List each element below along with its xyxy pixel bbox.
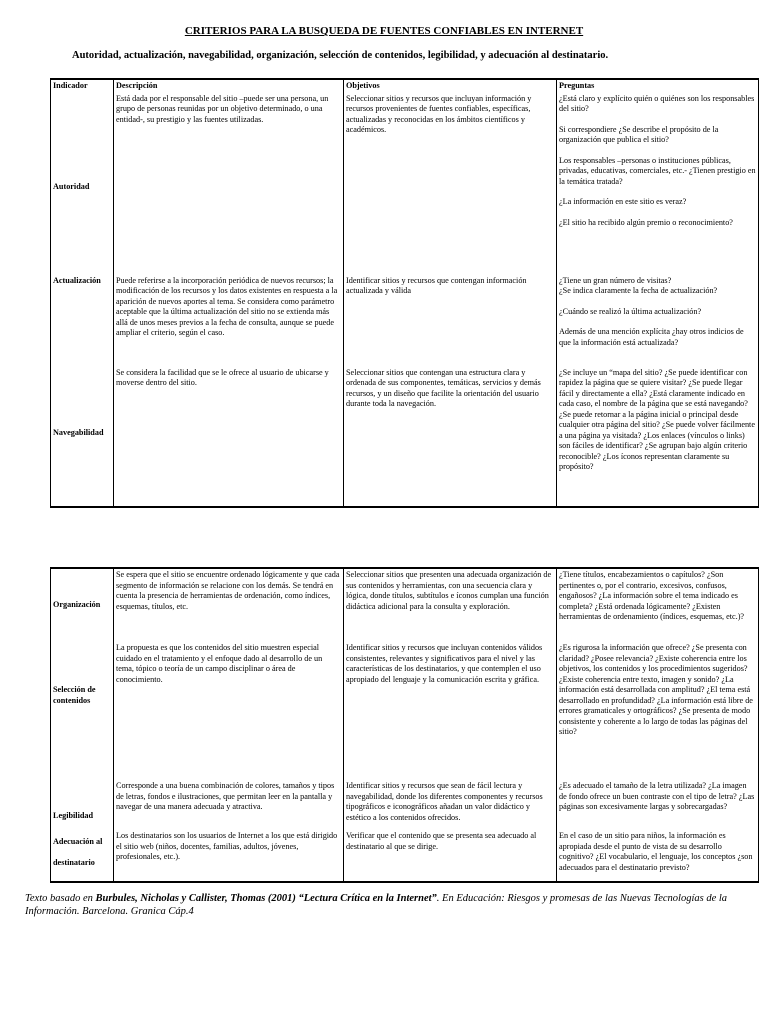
citation-authors: Burbules, Nicholas y Callister, Thomas (2001) “Lectura Crítica en la Internet” (95, 893, 437, 904)
questions-cell: ¿Se incluye un “mapa del sitio? ¿Se puede identificar con rapidez la página que se quiere visitar? ¿Se puede llegar fácil y directamente a ella? ¿Está claramente indicado en cada caso, el nombre de la página que se está navegando? ¿Se puede retornar a la página inicial o principal desde cualquier otra página del sitio? ¿Se puede volver fácilmente a una página ya visitada? ¿Los enlaces (vínculos o links) son fáciles de identificar? ¿Se agrupan bajo algún criterio reconocible? ¿Los íconos representan claramente su propósito? (557, 367, 759, 507)
description-cell: Puede referirse a la incorporación periódica de nuevos recursos; la modificación de los recursos y los datos existentes en respuesta a la aparición de nuevos aportes al tema. Se considera como parámetro aceptable que la última actualización del sitio no se extienda más allá de unos meses previos a la fecha de consulta, aunque se puede ampliar el criterio, según el caso. (114, 275, 344, 367)
indicator-navegabilidad: Navegabilidad (53, 427, 104, 437)
indicator-actualizacion: Actualización (51, 275, 114, 367)
citation-rest: . En Educación: Riesgos y promesas de las Nuevas Tecnologías de la Información. Barcelona. Granica Cáp.4 (25, 893, 728, 917)
criteria-table-2 (50, 567, 759, 883)
questions-cell (557, 93, 759, 275)
indicator-seleccion: Selección de contenidos (53, 685, 96, 705)
source-citation (25, 892, 760, 918)
question-text: ¿Cuándo se realizó la última actualización? (559, 306, 702, 316)
description-cell: Está dada por el responsable del sitio –puede ser una persona, un grupo de personas reunidas por un objetivo determinado, o una entidad-, su prestigio y las fuentes utilizadas. (114, 93, 344, 275)
objectives-cell: Seleccionar sitios que contengan una estructura clara y ordenada de sus componentes, temáticas, servicios y demás recursos, y un diseño que facilite la orientación del usuario durante toda la navegación. (344, 367, 557, 507)
objectives-cell: Seleccionar sitios que presenten una adecuada organización de sus contenidos y herramientas, con una secuencia clara y lógica, donde títulos, subtítulos e íconos cumplan una función didáctica adicional para la consulta y exploración. (344, 568, 557, 642)
objectives-cell: Seleccionar sitios y recursos que incluyan información y recursos provenientes de fuentes confiables, específicas, actualizadas y reconocidas en los ámbitos científicos y académicos. (344, 93, 557, 275)
table-row-actualizacion (51, 275, 759, 367)
indicator-autoridad: Autoridad (53, 181, 90, 191)
indicator-adecuacion-line2: destinatario (53, 857, 95, 867)
description-cell: Los destinatarios son los usuarios de Internet a los que está dirigido el sitio web (niños, docentes, familias, adultos, jóvenes, profesionales, etc.). (114, 830, 344, 882)
question-text: Los responsables –personas o instituciones públicas, privadas, educativas, comerciales, etc.- ¿Tienen prestigio en la temática tratada? (559, 155, 756, 186)
indicator-cell (51, 93, 114, 275)
document-title: CRITERIOS PARA LA BUSQUEDA DE FUENTES CONFIABLES EN INTERNET (184, 25, 584, 37)
objectives-cell: Identificar sitios y recursos que contengan información actualizada y válida (344, 275, 557, 367)
header-indicador: Indicador (51, 79, 114, 93)
table-row-adecuacion (51, 830, 759, 882)
description-cell: Se espera que el sitio se encuentre ordenado lógicamente y que cada segmento de información se relacione con los demás. Se tendrá en cuenta la presencia de herramientas de ordenación, como índices, esquemas, títulos, etc. (114, 568, 344, 642)
question-text: ¿Se indica claramente la fecha de actualización? (559, 286, 718, 295)
citation-prefix: Texto basado en (25, 893, 96, 904)
table-header-row (51, 79, 759, 93)
question-text: ¿Tiene un gran número de visitas? (559, 275, 672, 285)
objectives-cell: Verificar que el contenido que se presenta sea adecuado al destinatario al que se dirige. (344, 830, 557, 882)
objectives-cell: Identificar sitios y recursos que incluyan contenidos válidos consistentes, relevantes y significativos para el nivel y las características de los destinatarios, y que contemplen el uso apropiado del lenguaje y la comunicación escrita y gráfica. (344, 642, 557, 780)
question-text: ¿El sitio ha recibido algún premio o reconocimiento? (559, 217, 733, 227)
questions-cell: ¿Tiene títulos, encabezamientos o capítulos? ¿Son pertinentes o, por el contrario, excesivos, confusos, engañosos? ¿La información sobre el tema indicado es completa? ¿Está ordenada lógicamente? ¿Existen herramientas de ordenamiento (índices, esquemas, etc.)? (557, 568, 759, 642)
table-row-navegabilidad (51, 367, 759, 507)
indicator-cell (51, 830, 114, 882)
questions-cell: En el caso de un sitio para niños, la información es apropiada desde el punto de vista de su desarrollo cognitivo? ¿El vocabulario, el lenguaje, los conceptos ¿son adecuados para el destinatario previsto? (557, 830, 759, 882)
question-text: Si correspondiere ¿Se describe el propósito de la organización que publica el sitio? (559, 124, 719, 144)
indicator-adecuacion-line1: Adecuación al (53, 837, 103, 846)
indicator-cell (51, 642, 114, 780)
indicator-cell (51, 780, 114, 830)
table-row-seleccion (51, 642, 759, 780)
table-row-legibilidad (51, 780, 759, 830)
indicator-cell (51, 367, 114, 507)
objectives-cell: Identificar sitios y recursos que sean de fácil lectura y navegabilidad, donde los diferentes componentes y recursos tipográficos e iconográficos añadan un valor didáctico y estético a los contenidos ofrecidos. (344, 780, 557, 830)
question-text: ¿La información en este sitio es veraz? (559, 197, 687, 206)
questions-cell: ¿Es rigurosa la información que ofrece? ¿Se presenta con claridad? ¿Posee relevancia? ¿Existe coherencia entre los objetivos, los contenidos y los procedimientos sugeridos? ¿Existe coherencia entre texto, imagen y sonido? ¿La información está desarrollada con amplitud? ¿El tema está desarrollado en profundidad? ¿La información está libre de errores gramaticales y ortográficos? ¿Se presenta de modo consistente y coherente a lo largo de todas las páginas del sitio? (557, 642, 759, 780)
description-cell: La propuesta es que los contenidos del sitio muestren especial cuidado en el tratamiento y el enfoque dado al desarrollo de un tema, tópico o teoría de un campo disciplinar o área de conocimiento. (114, 642, 344, 780)
indicator-organizacion: Organización (53, 600, 101, 609)
question-text: Además de una mención explícita ¿hay otros indicios de que la información está actualizada? (559, 327, 744, 347)
question-text: ¿Está claro y explícito quién o quiénes son los responsables del sitio? (559, 93, 755, 113)
indicator-legibilidad: Legibilidad (53, 811, 94, 820)
criteria-table-1 (50, 78, 759, 508)
indicator-cell (51, 568, 114, 642)
questions-cell: ¿Es adecuado el tamaño de la letra utilizada? ¿La imagen de fondo ofrece un buen contraste con el tipo de letra? ¿Las páginas son excesivamente largas y sobrecargadas? (557, 780, 759, 830)
document-subtitle: Autoridad, actualización, navegabilidad, organización, selección de contenidos, legibilidad, y adecuación al destinatario. (72, 50, 609, 61)
questions-cell (557, 275, 759, 367)
header-descripcion: Descripción (114, 79, 344, 93)
header-objetivos: Objetivos (344, 79, 557, 93)
description-cell: Corresponde a una buena combinación de colores, tamaños y tipos de letras, fondos e ilustraciones, que permitan leer en la pantalla y navegar de una manera adecuada y atractiva. (114, 780, 344, 830)
table-row-organizacion (51, 568, 759, 642)
table-row-autoridad (51, 93, 759, 275)
description-cell: Se considera la facilidad que se le ofrece al usuario de ubicarse y moverse dentro del sitio. (114, 367, 344, 507)
header-preguntas: Preguntas (557, 79, 759, 93)
